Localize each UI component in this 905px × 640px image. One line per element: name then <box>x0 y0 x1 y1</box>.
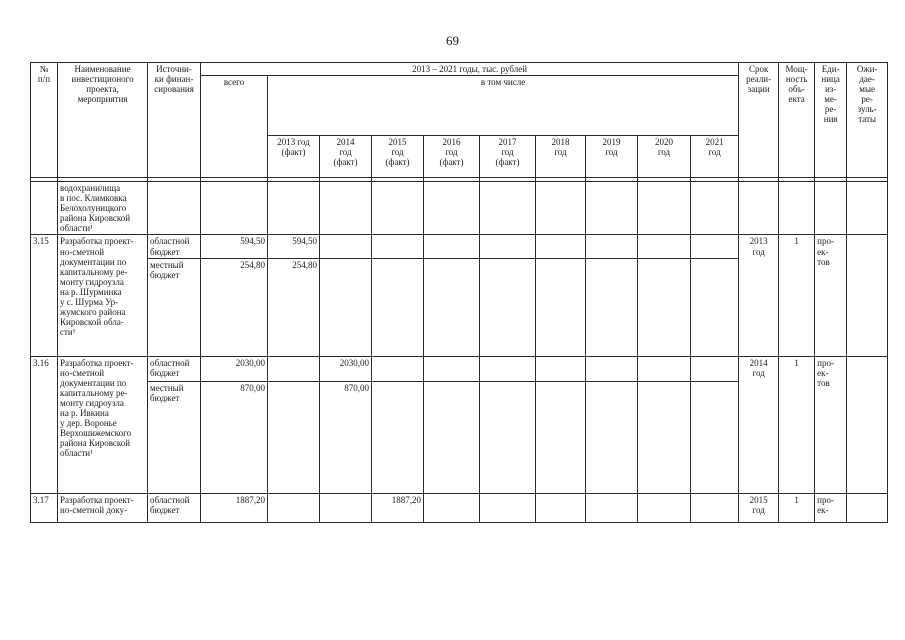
header-year: 2013 год (факт) <box>268 136 320 178</box>
row-number: 3.16 <box>31 356 58 493</box>
funding-source: областной бюджет <box>148 493 201 522</box>
year-amount <box>372 356 424 381</box>
year-amount <box>480 258 536 356</box>
header-term: Срок реали- зации <box>739 63 779 178</box>
investment-projects-table <box>30 62 888 523</box>
header-year: 2021 год <box>691 136 739 178</box>
header-capacity: Мощ- ность объ- екта <box>779 63 815 178</box>
year-amount <box>480 356 536 381</box>
measurement-unit: про- ек- тов <box>815 235 847 356</box>
year-amount <box>424 258 480 356</box>
year-amount <box>536 356 586 381</box>
year-amount <box>691 235 739 258</box>
header-total: всего <box>201 76 268 178</box>
header-year: 2018 год <box>536 136 586 178</box>
funding-source: областной бюджет <box>148 235 201 258</box>
year-amount <box>536 493 586 522</box>
header-num: № п/п <box>31 63 58 178</box>
header-year: 2015 год (факт) <box>372 136 424 178</box>
expected-results <box>847 493 888 522</box>
year-amount <box>638 235 691 258</box>
implementation-term: 2014 год <box>739 356 779 493</box>
year-amount: 2030,00 <box>320 356 372 381</box>
year-amount <box>320 258 372 356</box>
funding-source: областной бюджет <box>148 356 201 381</box>
expected-results <box>847 235 888 356</box>
year-amount <box>586 493 638 522</box>
year-amount <box>480 493 536 522</box>
project-name: Разработка проект- но-сметной документации по капитальному ре- монту гидроузла на р. Шурминка у с. Шурма Ур- жумского района Кировской обла- сти¹ <box>58 235 148 356</box>
year-amount <box>372 258 424 356</box>
project-name: Разработка проект- но-сметной документации по капитальному ре- монту гидроузла на р. Ивкина у дер. Воронье Верхошижемского района Кировской области¹ <box>58 356 148 493</box>
project-name: Разработка проект- но-сметной доку- <box>58 493 148 522</box>
year-amount <box>638 493 691 522</box>
implementation-term: 2013 год <box>739 235 779 356</box>
header-year: 2016 год (факт) <box>424 136 480 178</box>
year-amount <box>691 381 739 493</box>
funding-total: 870,00 <box>201 381 268 493</box>
year-amount <box>536 235 586 258</box>
header-project-name: Наименование инвестиционого проекта, мероприятия <box>58 63 148 178</box>
table-row <box>31 493 888 522</box>
row-number: 3.15 <box>31 235 58 356</box>
table-row <box>31 356 888 381</box>
year-amount <box>320 235 372 258</box>
year-amount <box>372 235 424 258</box>
year-amount <box>536 258 586 356</box>
header-year: 2014 год (факт) <box>320 136 372 178</box>
header-expected-results: Ожи- дае- мые ре- зуль- таты <box>847 63 888 178</box>
year-amount: 870,00 <box>320 381 372 493</box>
table-row <box>31 235 888 258</box>
continued-project-name: водохранилища в пос. Климковка Белохолуницкого района Кировской области¹ <box>58 182 148 235</box>
implementation-term: 2015 год <box>739 493 779 522</box>
header-funding-source: Источни- ки финан- сирования <box>148 63 201 178</box>
year-amount <box>320 493 372 522</box>
header-year: 2020 год <box>638 136 691 178</box>
funding-source: местный бюджет <box>148 258 201 356</box>
year-amount <box>638 258 691 356</box>
object-capacity: 1 <box>779 493 815 522</box>
year-amount <box>268 356 320 381</box>
year-amount <box>691 493 739 522</box>
year-amount <box>586 258 638 356</box>
header-year: 2019 год <box>586 136 638 178</box>
year-amount <box>424 356 480 381</box>
funding-total: 1887,20 <box>201 493 268 522</box>
year-amount <box>586 356 638 381</box>
funding-total: 2030,00 <box>201 356 268 381</box>
year-amount <box>691 356 739 381</box>
year-amount <box>424 381 480 493</box>
funding-source: местный бюджет <box>148 381 201 493</box>
year-amount <box>480 381 536 493</box>
year-amount: 1887,20 <box>372 493 424 522</box>
expected-results <box>847 356 888 493</box>
row-number: 3.17 <box>31 493 58 522</box>
object-capacity: 1 <box>779 235 815 356</box>
year-amount <box>586 381 638 493</box>
header-year: 2017 год (факт) <box>480 136 536 178</box>
funding-total: 254,80 <box>201 258 268 356</box>
measurement-unit: про- ек- тов <box>815 356 847 493</box>
year-amount <box>691 258 739 356</box>
year-amount <box>268 493 320 522</box>
year-amount <box>424 235 480 258</box>
object-capacity: 1 <box>779 356 815 493</box>
year-amount <box>638 381 691 493</box>
page-number: 69 <box>446 33 459 48</box>
year-amount <box>372 381 424 493</box>
header-period-title: 2013 – 2021 годы, тыс. рублей <box>201 63 739 76</box>
header-including: в том числе <box>268 76 739 136</box>
year-amount <box>536 381 586 493</box>
year-amount <box>268 381 320 493</box>
funding-total: 594,50 <box>201 235 268 258</box>
year-amount <box>638 356 691 381</box>
header-unit: Еди- ница из- ме- ре- ния <box>815 63 847 178</box>
year-amount <box>424 493 480 522</box>
year-amount: 254,80 <box>268 258 320 356</box>
year-amount <box>480 235 536 258</box>
year-amount <box>586 235 638 258</box>
measurement-unit: про- ек- <box>815 493 847 522</box>
year-amount: 594,50 <box>268 235 320 258</box>
